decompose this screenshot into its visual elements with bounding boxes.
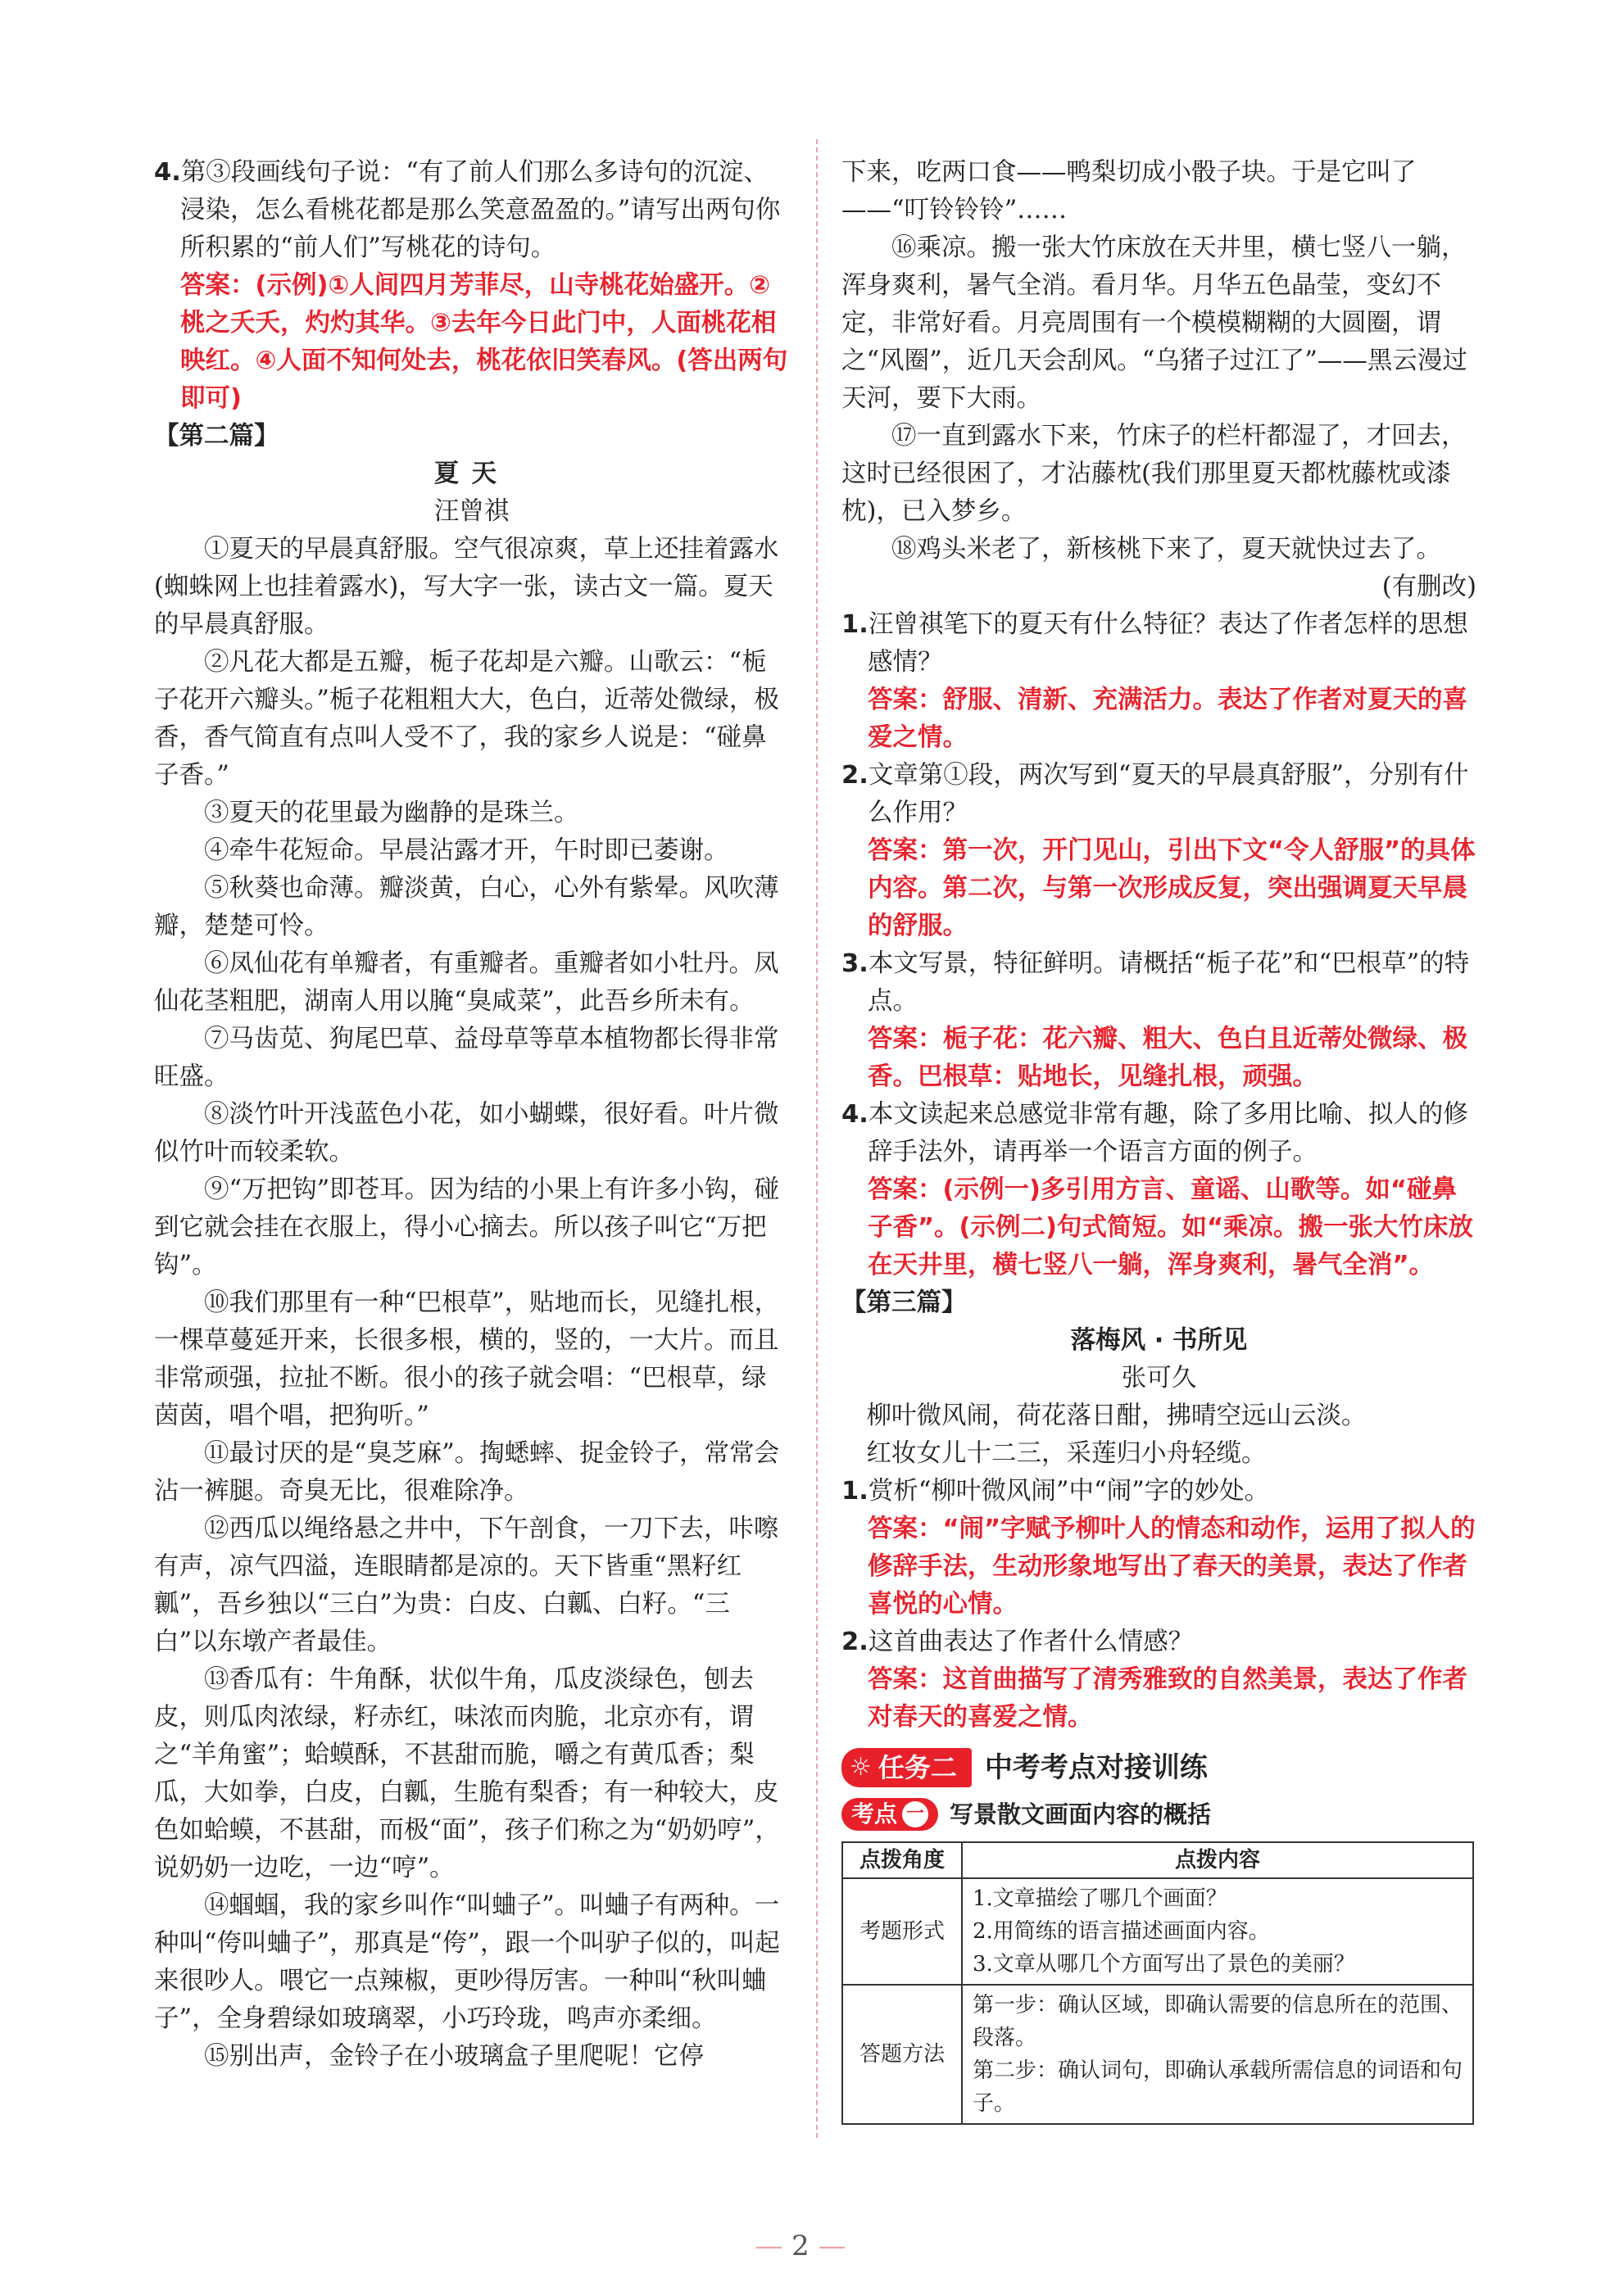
kaodian-title: 写景散文画面内容的概括 [950,1800,1212,1828]
table-row [842,1985,1473,2124]
poem-line: 柳叶微风闹，荷花落日酣，拂晴空远山云淡。 [866,1402,1367,1430]
poem-author: 张可久 [1121,1364,1197,1393]
row-head: 考题形式 [842,1878,962,1985]
paragraph: ③夏天的花里最为幽静的是珠兰。 [204,799,579,827]
paragraph: ⑥凤仙花有单瓣者，有重瓣者。重瓣者如小牡丹。凤仙花茎粗肥，湖南人用以腌“臭咸菜”，此吾乡所未有。 [154,949,779,1016]
poem-line: 红妆女儿十二三，采莲归小舟轻缆。 [866,1439,1267,1468]
table-row [842,1878,1473,1985]
question: 2.文章第①段，两次写到“夏天的早晨真舒服”，分别有什么作用？ [841,761,1469,827]
task-badge: ☼ 任务二 [841,1748,972,1787]
paragraph: ⑭蝈蝈，我的家乡叫作“叫蛐子”。叫蛐子有两种。一种叫“侉叫蛐子”，那真是“侉”，跟一个叫驴子似的，叫起来很吵人。喂它一点辣椒，更吵得厉害。一种叫“秋叫蛐子”，全身碧绿如玻璃翠，小巧玲珑，鸣声亦柔细。 [154,1891,780,2033]
paragraph-continued: 下来，吃两口食——鸭梨切成小骰子块。于是它叫了——“叮铃铃铃”…… [841,158,1417,224]
column-divider [816,139,818,2138]
paragraph: ⑪最讨厌的是“臭芝麻”。掏蟋蟀、捉金铃子，常常会沾一裤腿。奇臭无比，很难除净。 [154,1439,780,1506]
right-column [841,154,1476,2125]
section-label-3: 【第三篇】 [841,1288,967,1317]
table-header: 点拨角度 [842,1842,962,1878]
question: 4.本文读起来总感觉非常有趣，除了多用比喻、拟人的修辞手法外，请再举一个语言方面的例子。 [841,1100,1468,1166]
question: 1.汪曾祺笔下的夏天有什么特征？表达了作者怎样的思想感情？ [841,610,1468,677]
paragraph: ⑧淡竹叶开浅蓝色小花，如小蝴蝶，很好看。叶片微似竹叶而较柔软。 [154,1100,779,1166]
page-number: — 2 — [755,2230,846,2262]
row-content: 1.文章描绘了哪几个画面？ 2.用简练的语言描述画面内容。 3.文章从哪几个方面写出了景色的美丽？ [962,1878,1473,1985]
essay-title: 夏天 [433,460,510,488]
paragraph: ⑬香瓜有：牛角酥，状似牛角，瓜皮淡绿色，刨去皮，则瓜肉浓绿，籽赤红，味浓而肉脆，北京亦有，谓之“羊角蜜”；蛤蟆酥，不甚甜而脆，嚼之有黄瓜香；梨瓜，大如拳，白皮，白瓤，生脆有梨香；有一种较大，皮色如蛤蟆，不甚甜，而极“面”，孩子们称之为“奶奶哼”，说奶奶一边吃，一边“哼”。 [154,1665,780,1882]
paragraph: ⑤秋葵也命薄。瓣淡黄，白心，心外有紫晕。风吹薄瓣，楚楚可怜。 [154,874,779,940]
kaodian-header [841,1796,1476,1833]
row-content: 第一步：确认区域，即确认需要的信息所在的范围、段落。 第二步：确认词句，即确认承载所需信息的词语和句子。 [962,1985,1473,2124]
source-note: (有删改) [1381,573,1476,601]
section-label-2: 【第二篇】 [154,422,279,451]
answer-4: 答案：(示例)①人间四月芳菲尽，山寺桃花始盛开。②桃之夭夭，灼灼其华。③去年今日此门中，人面桃花相映红。④人面不知何处去，桃花依旧笑春风。(答出两句即可) [180,271,788,413]
row-head: 答题方法 [842,1985,962,2124]
paragraph: ⑰一直到露水下来，竹床子的栏杆都湿了，才回去，这时已经很困了，才沾藤枕(我们那里夏天都枕藤枕或漆枕)，已入梦乡。 [841,422,1467,526]
essay-author: 汪曾祺 [433,497,510,526]
table-header: 点拨内容 [962,1842,1473,1878]
paragraph: ⑫西瓜以绳络悬之井中，下午剖食，一刀下去，咔嚓有声，凉气四溢，连眼睛都是凉的。天下皆重“黑籽红瓤”，吾乡独以“三白”为贵：白皮、白瓤、白籽。“三白”以东墩产者最佳。 [154,1515,779,1656]
paragraph: ⑮别出声，金铃子在小玻璃盒子里爬呢！它停 [204,2042,704,2071]
paragraph: ①夏天的早晨真舒服。空气很凉爽，草上还挂着露水(蜘蛛网上也挂着露水)，写大字一张，读古文一篇。夏天的早晨真舒服。 [154,535,779,639]
sun-icon: ☼ [850,1753,872,1782]
paragraph: ⑨“万把钩”即苍耳。因为结的小果上有许多小钩，碰到它就会挂在衣服上，得小心摘去。所以孩子叫它“万把钩”。 [154,1175,780,1279]
paragraph: ⑯乘凉。搬一张大竹床放在天井里，横七竖八一躺，浑身爽利，暑气全消。看月华。月华五色晶莹，变幻不定，非常好看。月亮周围有一个模模糊糊的大圆圈，谓之“风圈”，近几天会刮风。“乌猪子过江了”——黑云漫过天河，要下大雨。 [841,233,1467,413]
answer: 答案：(示例一)多引用方言、童谣、山歌等。如“碰鼻子香”。(示例二)句式简短。如“乘凉。搬一张大竹床放在天井里，横七竖八一躺，浑身爽利，暑气全消”。 [868,1175,1473,1279]
paragraph: ⑱鸡头米老了，新核桃下来了，夏天就快过去了。 [891,535,1441,564]
paragraph: ⑦马齿苋、狗尾巴草、益母草等草本植物都长得非常旺盛。 [154,1025,779,1091]
answer: 答案：“闹”字赋予柳叶人的情态和动作，运用了拟人的修辞手法，生动形象地写出了春天的美景，表达了作者喜悦的心情。 [868,1515,1476,1619]
question: 1.赏析“柳叶微风闹”中“闹”字的妙处。 [841,1477,1270,1506]
task-header [841,1748,1476,1787]
kaodian-badge: 考点 一 [841,1798,938,1831]
question-4: 4.第③段画线句子说：“有了前人们那么多诗句的沉淀、浸染，怎么看桃花都是那么笑意盈盈的。”请写出两句你所积累的“前人们”写桃花的诗句。 [154,158,781,262]
poem-title: 落梅风 · 书所见 [1070,1326,1248,1355]
question: 3.本文写景，特征鲜明。请概括“栀子花”和“巴根草”的特点。 [841,949,1470,1016]
task-title: 中考考点对接训练 [984,1751,1208,1784]
answer: 答案：第一次，开门见山，引出下文“令人舒服”的具体内容。第二次，与第一次形成反复，突出强调夏天早晨的舒服。 [868,836,1476,940]
question: 2.这首曲表达了作者什么情感？ [841,1628,1194,1656]
paragraph: ④牵牛花短命。早晨沾露才开，午时即已萎谢。 [204,836,729,865]
answer: 答案：这首曲描写了清秀雅致的自然美景，表达了作者对春天的喜爱之情。 [868,1665,1468,1732]
tips-table [841,1841,1474,2125]
answer: 答案：栀子花：花六瓣、粗大、色白且近蒂处微绿、极香。巴根草：贴地长，见缝扎根，顽强。 [868,1025,1468,1091]
left-column [154,154,789,2076]
paragraph: ②凡花大都是五瓣，栀子花却是六瓣。山歌云：“栀子花开六瓣头。”栀子花粗粗大大，色白，近蒂处微绿，极香，香气简直有点叫人受不了，我的家乡人说是：“碰鼻子香。” [154,648,779,790]
answer: 答案：舒服、清新、充满活力。表达了作者对夏天的喜爱之情。 [868,686,1468,752]
table-header-row [842,1842,1473,1878]
paragraph: ⑩我们那里有一种“巴根草”，贴地而长，见缝扎根，一棵草蔓延开来，长很多根，横的，竖的，一大片。而且非常顽强，拉扯不断。很小的孩子就会唱：“巴根草，绿茵茵，唱个唱，把狗听。” [154,1288,780,1430]
